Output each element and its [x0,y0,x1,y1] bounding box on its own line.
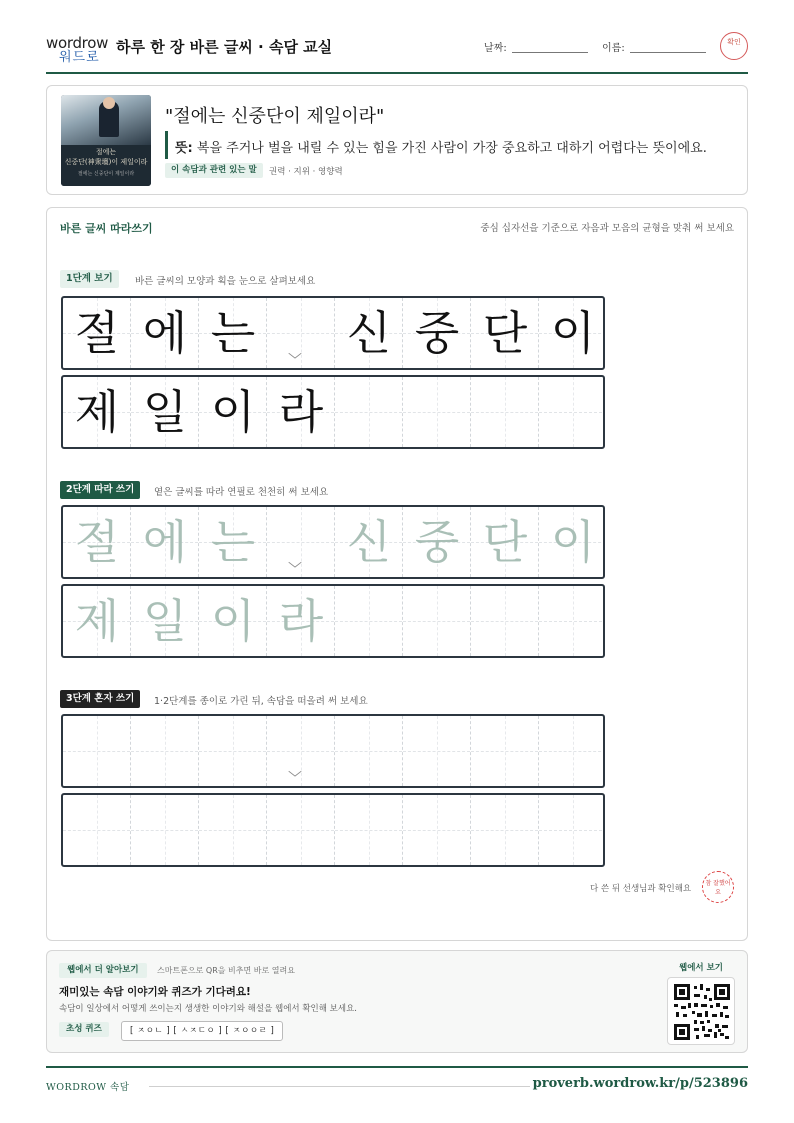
grid-cell[interactable] [403,716,471,786]
meaning-accent-bar [165,131,168,159]
qr-code-graphic [674,984,730,1040]
grid-character: 제 [74,385,120,439]
well-done-seal-icon: 참 잘했어요 [702,871,734,903]
grid-character: 절 [74,306,120,360]
grid-character: 신 [346,515,392,569]
web-headline: 재미있는 속담 이야기와 퀴즈가 기다려요! [59,986,251,998]
grid-cell[interactable] [335,716,403,786]
related-words-tag: 이 속담과 관련 있는 말 [165,163,263,178]
step1-row-2 [61,375,605,449]
grid-character: 에 [142,515,188,569]
step1-row-1 [61,296,605,370]
meaning-label: 뜻: [175,141,193,156]
grid-cell[interactable] [471,795,539,865]
grid-cell [403,377,471,447]
step1-badge: 1단계 보기 [60,270,119,288]
step1-desc: 바른 글씨의 모양과 획을 눈으로 살펴보세요 [135,276,316,287]
grid-cell[interactable] [539,795,605,865]
grid-character: 절 [74,515,120,569]
grid-cell[interactable] [471,716,539,786]
grid-character: 에 [142,306,188,360]
grid-character: 라 [278,385,324,439]
thumb-subtitle: 신중단(神衆壇)이 제일이라 [64,158,148,166]
grid-cell[interactable] [199,795,267,865]
grid-character: 는 [210,306,256,360]
grid-cell[interactable] [131,716,199,786]
grid-character: 중 [414,515,460,569]
step3-badge: 3단계 혼자 쓰기 [60,690,140,708]
practice-note: 중심 십자선을 기준으로 자음과 모음의 균형을 맞춰 써 보세요 [480,223,734,234]
web-more-tag: 웹에서 더 알아보기 [59,963,147,978]
grid-cell[interactable] [539,586,605,656]
grid-character: 이 [550,306,596,360]
qr-code-icon[interactable] [667,977,735,1045]
grid-character: 라 [278,594,324,648]
grid-character: 단 [482,515,528,569]
grid-character: 는 [210,515,256,569]
grid-cell [539,377,605,447]
footer-divider [149,1086,530,1087]
grid-cell[interactable] [471,586,539,656]
practice-title: 바른 글씨 따라쓰기 [60,222,153,235]
grid-cell[interactable] [63,716,131,786]
grid-cell[interactable] [403,586,471,656]
grid-cell[interactable] [539,716,605,786]
step3-desc: 1·2단계를 종이로 가린 뒤, 속담을 떠올려 써 보세요 [154,696,368,707]
qr-label: 웹에서 보기 [678,963,723,973]
grid-cell[interactable] [267,795,335,865]
grid-character: 일 [142,594,188,648]
grid-character: 일 [142,385,188,439]
grid-character: 단 [482,306,528,360]
thumb-caption: 절에는 신중단이 제일이라 [77,171,135,177]
web-description: 속담이 일상에서 어떻게 쓰이는지 생생한 이야기와 해설을 웹에서 확인해 보세요. [59,1004,357,1014]
fold-chevron-icon [288,561,302,569]
grid-character: 중 [414,306,460,360]
grid-cell[interactable] [63,795,131,865]
grid-character: 이 [210,385,256,439]
step3-row-1[interactable] [61,714,605,788]
step3-row-2[interactable] [61,793,605,867]
date-field[interactable] [512,52,588,53]
initial-quiz-answer: [ ㅈㅇㄴ ] [ ㅅㅈㄷㅇ ] [ ㅈㅇㅇㄹ ] [121,1021,283,1041]
web-promo-box [46,950,748,1053]
name-label: 이름: [602,43,625,54]
grid-cell[interactable] [335,586,403,656]
step2-row-1[interactable] [61,505,605,579]
practice-panel [46,207,748,941]
meaning-text: 복을 주거나 벌을 내릴 수 있는 힘을 가진 사람이 가장 중요하고 대하기 어렵다는 뜻이에요. [196,141,707,156]
grid-cell[interactable] [131,795,199,865]
date-label: 날짜: [484,43,507,54]
logo-wordmark: wordrow [46,34,109,52]
worksheet-title: 하루 한 장 바른 글씨 · 속담 교실 [116,38,333,56]
proverb-card [46,85,748,195]
grid-character: 이 [550,515,596,569]
footer-brand: WORDROW 속담 [46,1082,130,1093]
step2-desc: 옅은 글씨를 따라 연필로 천천히 써 보세요 [154,487,329,498]
proverb-meaning [175,137,707,156]
grid-cell [471,377,539,447]
grid-cell[interactable] [199,716,267,786]
grid-cell [335,377,403,447]
fold-chevron-icon [288,352,302,360]
teacher-confirm-text: 다 쓴 뒤 선생님과 확인해요 [590,884,692,894]
footer-url-link[interactable]: proverb.wordrow.kr/p/523896 [532,1076,748,1091]
grid-cell[interactable] [403,795,471,865]
proverb-illustration [61,95,151,186]
page-header [46,30,748,74]
logo-korean: 워드로 [59,50,100,65]
confirm-seal-icon: 확인 [720,32,748,60]
thumb-title: 절에는 [95,148,117,156]
fold-chevron-icon [288,770,302,778]
name-field[interactable] [630,52,706,53]
wordrow-logo [46,34,108,66]
proverb-title: "절에는 신중단이 제일이라" [165,106,385,127]
initial-quiz-tag: 초성 퀴즈 [59,1022,109,1037]
related-keywords: 권력 · 지위 · 영향력 [269,167,343,177]
grid-cell[interactable] [335,795,403,865]
grid-character: 신 [346,306,392,360]
step2-row-2[interactable] [61,584,605,658]
step2-badge: 2단계 따라 쓰기 [60,481,140,499]
page-footer [46,1066,748,1102]
qr-hint: 스마트폰으로 QR을 비추면 바로 열려요 [157,966,295,975]
grid-character: 제 [74,594,120,648]
grid-character: 이 [210,594,256,648]
